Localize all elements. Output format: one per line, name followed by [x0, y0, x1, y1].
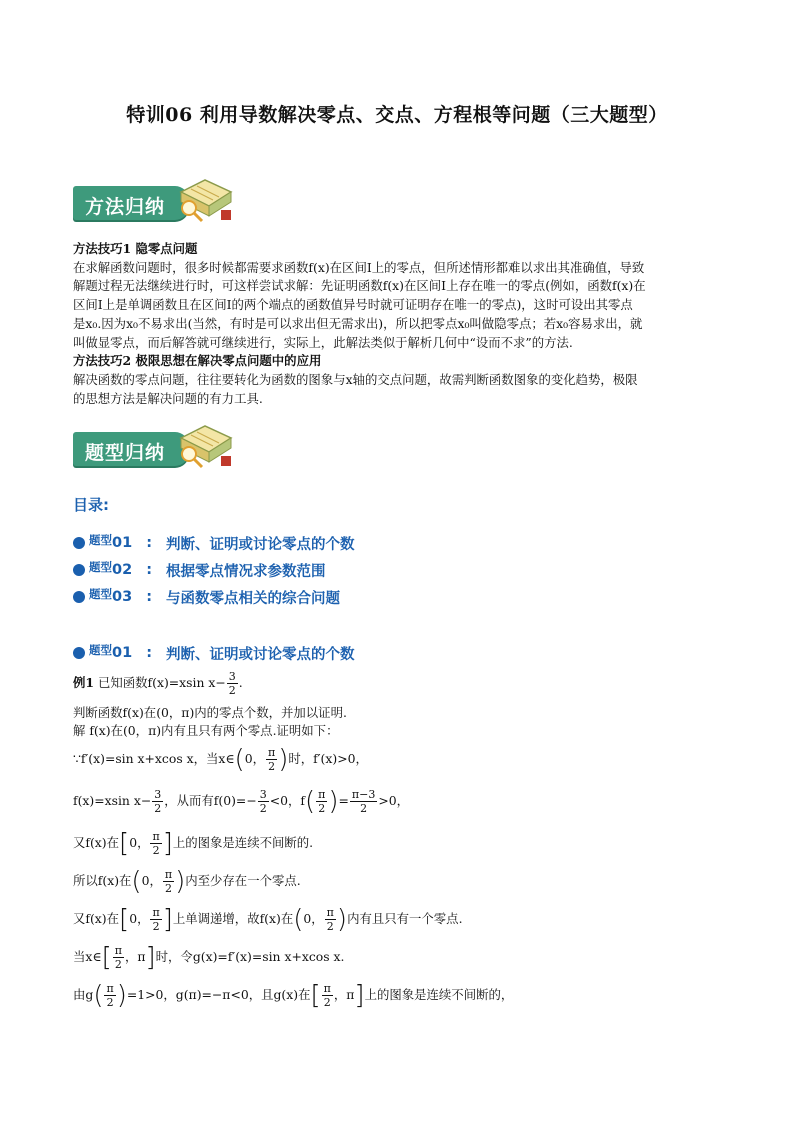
- toc-item-02[interactable]: [73, 559, 326, 581]
- bullet-icon: [73, 647, 85, 659]
- types-banner: [73, 418, 233, 480]
- method1-line: 解题过程无法继续进行时，可这样尝试求解：先证明函数f(x)在区间I上存在唯一的零点(例如，函数f(x)在: [73, 278, 646, 294]
- text: =1>0，g(π)=−π<0，且g(x)在: [126, 987, 311, 1002]
- method2-heading: 方法技巧2 极限思想在解决零点问题中的应用: [73, 353, 322, 369]
- text: 上单调递增，故f(x)在: [172, 911, 294, 926]
- example-line-8: 又f(x)在[0， $\frac{\pi}{2}$ ]上单调递增，故f(x)在(0， $\frac{\pi}{2}$ )内有且只有一个零点.: [73, 904, 463, 935]
- section-number: 01: [112, 645, 133, 661]
- fraction: [227, 670, 238, 697]
- toc-number: 02: [112, 562, 133, 578]
- example-line-4: ∵f′(x)=sin x+xcos x，当x∈(0， $\frac{\pi}{2}$ )时，f′(x)>0，: [73, 744, 368, 775]
- text: 所以f(x)在: [73, 873, 132, 888]
- toc-item-03[interactable]: [73, 586, 340, 608]
- text: 上的图象是连续不间断的，: [364, 987, 514, 1002]
- toc-separator: :: [146, 535, 152, 551]
- numerator: π: [326, 906, 334, 919]
- fraction: [316, 788, 327, 815]
- text: 由g: [73, 987, 94, 1002]
- toc-text: 根据零点情况求参数范围: [166, 563, 326, 580]
- text: ，从而有f(0)=−: [164, 793, 257, 808]
- numerator: π: [152, 830, 160, 843]
- text: >0，: [378, 793, 409, 808]
- toc-item-01[interactable]: [73, 532, 355, 554]
- denominator: 2: [114, 958, 122, 971]
- text: <0，f: [269, 793, 305, 808]
- toc-text: 判断、证明或讨论零点的个数: [166, 536, 355, 553]
- example-line-1: 例1 已知函数f(x)=xsin x− $\frac{3}{2}$ .: [73, 670, 243, 697]
- text: =: [338, 793, 349, 808]
- types-banner-label: 题型归纳: [85, 442, 166, 464]
- method1-line: 在求解函数问题时，很多时候都需要求函数f(x)在区间I上的零点，但所述情形都难以求出其准确值，导致: [73, 259, 645, 275]
- fraction: [113, 944, 124, 971]
- example-line-2: 判断函数f(x)在(0，π)内的零点个数，并加以证明.: [73, 705, 347, 720]
- denominator: 2: [318, 802, 326, 815]
- numerator: π−3: [351, 788, 376, 801]
- text: 时，f′(x)>0，: [288, 751, 368, 766]
- text: 当x∈: [73, 949, 102, 964]
- bullet-icon: [73, 537, 85, 549]
- numerator: π: [152, 906, 160, 919]
- fraction: [350, 788, 377, 815]
- example-line-3: 解 f(x)在(0，π)内有且只有两个零点.证明如下：: [73, 723, 339, 738]
- text: 内有且只有一个零点.: [347, 911, 463, 926]
- text: 内至少存在一个零点.: [185, 873, 301, 888]
- page-title: 特训06 利用导数解决零点、交点、方程根等问题（三大题型）: [126, 104, 668, 126]
- example-line-10: 由g( $\frac{\pi}{2}$ )=1>0，g(π)=−π<0，且g(x)在[ $\frac{\pi}{2}$ ，π]上的图象是连续不间断的，: [73, 980, 514, 1011]
- text: 上的图象是连续不间断的.: [172, 835, 314, 850]
- method2-line: 解决函数的零点问题，往往要转化为函数的图象与x轴的交点问题，故需判断函数图象的变化趋势，极限: [73, 371, 638, 387]
- section-heading-01: [73, 642, 355, 664]
- toc-number: 01: [112, 535, 133, 551]
- numerator: π: [164, 868, 173, 881]
- numerator: π: [318, 788, 326, 801]
- method-banner-label: 方法归纳: [85, 196, 166, 218]
- method-section: [73, 240, 723, 408]
- fraction: [325, 906, 336, 933]
- bullet-icon: [73, 564, 85, 576]
- section-text: 判断、证明或讨论零点的个数: [166, 646, 355, 663]
- toc-separator: :: [146, 562, 152, 578]
- denominator: 2: [326, 920, 334, 933]
- denominator: 2: [360, 802, 368, 815]
- numerator: π: [106, 982, 114, 995]
- denominator: 2: [152, 920, 160, 933]
- method1-line: 叫做显零点，而后解答就可继续进行，实际上，此解法类似于解析几何中“设而不求”的方法.: [73, 334, 573, 350]
- example-label: 例1: [73, 675, 95, 690]
- numerator: π: [114, 944, 122, 957]
- fraction: [150, 906, 161, 933]
- example-line-7: 所以f(x)在(0， $\frac{\pi}{2}$ )内至少存在一个零点.: [73, 866, 301, 897]
- toc-heading: 目录:: [73, 496, 109, 514]
- denominator: 2: [268, 760, 276, 773]
- example-line-9: 当x∈[ $\frac{\pi}{2}$ ，π]时，令g(x)=f′(x)=sin x+xcos x.: [73, 942, 345, 973]
- text: 时，令g(x)=f′(x)=sin x+xcos x.: [155, 949, 345, 964]
- text: f(x)=xsin x−: [73, 793, 152, 808]
- toc-number: 03: [112, 589, 133, 605]
- toc-tag: 题型: [89, 587, 112, 601]
- fraction: [104, 982, 115, 1009]
- fraction: [322, 982, 333, 1009]
- text: 已知函数f(x)=xsin x−: [97, 675, 226, 690]
- method2-line: 的思想方法是解决问题的有力工具.: [73, 390, 263, 406]
- denominator: 2: [323, 996, 331, 1009]
- method1-line: 是x₀.因为x₀不易求出(当然，有时是可以求出但无需求出)，所以把零点x₀叫做隐零点；若x₀容易求出，就: [73, 315, 643, 331]
- fraction: [266, 746, 277, 773]
- book-magnifier-icon: [175, 172, 237, 228]
- denominator: 2: [164, 882, 172, 895]
- toc-tag: 题型: [89, 560, 112, 574]
- fraction: [152, 788, 163, 815]
- toc-separator: :: [146, 589, 152, 605]
- method-banner: [73, 172, 233, 234]
- book-magnifier-icon: [175, 418, 237, 474]
- fraction: [150, 830, 161, 857]
- fraction: [163, 868, 174, 895]
- bullet-icon: [73, 591, 85, 603]
- toc-tag: 题型: [89, 533, 112, 547]
- numerator: 3: [259, 788, 267, 801]
- denominator: 2: [106, 996, 114, 1009]
- text: ∵f′(x)=sin x+xcos x，当x∈: [73, 751, 235, 766]
- text: 又f(x)在: [73, 911, 120, 926]
- text: 又f(x)在: [73, 835, 120, 850]
- example-line-6: 又f(x)在[0， $\frac{\pi}{2}$ ]上的图象是连续不间断的.: [73, 828, 314, 859]
- method1-line: 区间I上是单调函数且在区间I的两个端点的函数值异号时就可证明存在唯一的零点)，这时可设出其零点: [73, 297, 633, 313]
- numerator: 3: [228, 670, 236, 683]
- section-tag: 题型: [89, 643, 112, 657]
- denominator: 2: [228, 684, 236, 697]
- numerator: π: [267, 746, 276, 759]
- example-line-5: f(x)=xsin x− $\frac{3}{2}$ ，从而有f(0)=− $\frac{3}{2}$ <0，f( $\frac{\pi}{2}$ )= $\frac{\pi-3}{2}$ >0，: [73, 786, 409, 817]
- toc-text: 与函数零点相关的综合问题: [166, 590, 340, 607]
- numerator: π: [323, 982, 331, 995]
- fraction: [258, 788, 269, 815]
- numerator: 3: [154, 788, 162, 801]
- denominator: 2: [152, 844, 160, 857]
- method1-heading: 方法技巧1 隐零点问题: [73, 241, 198, 256]
- section-separator: :: [146, 645, 152, 661]
- denominator: 2: [154, 802, 162, 815]
- denominator: 2: [259, 802, 267, 815]
